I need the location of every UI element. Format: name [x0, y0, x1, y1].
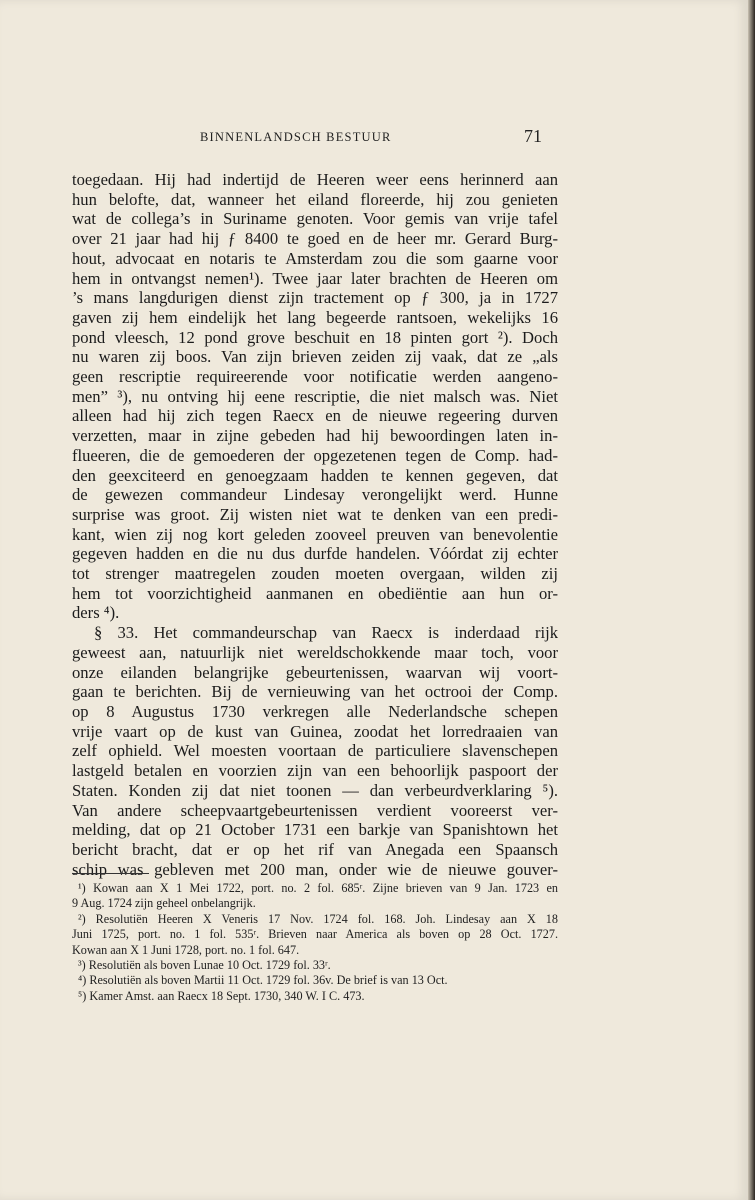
text-line: hout, advocaat en notaris te Amsterdam zou die som gaarne voor — [72, 248, 558, 268]
text-line: flueeren, die de gemoederen der opgezetenen tegen de Comp. had- — [72, 445, 558, 465]
text-line: nu waren zij boos. Van zijn brieven zeiden zij vaak, dat ze „als — [72, 347, 558, 367]
text-line: men” ³), nu ontving hij eene rescriptie, die niet malsch was. Niet — [72, 386, 558, 406]
footnote-line: ²) Resolutiën Heeren X Veneris 17 Nov. 1724 fol. 168. Joh. Lindesay aan X 18 — [78, 911, 558, 926]
text-line: gegeven hadden en die nu dus durfde handelen. Vóórdat zij echter — [72, 544, 558, 564]
text-line: tot strenger maatregelen zouden moeten overgaan, wilden zij — [72, 564, 558, 584]
text-line: kant, wien zij nog kort geleden zooveel preuven van benevolentie — [72, 524, 558, 544]
text-line: melding, dat op 21 October 1731 een barkje van Spanishtown het — [72, 820, 558, 840]
text-line: pond vleesch, 12 pond grove beschuit en 18 pinten gort ²). Doch — [72, 327, 558, 347]
text-line: gaan te berichten. Bij de vernieuwing van het octrooi der Comp. — [72, 682, 558, 702]
page-number: 71 — [524, 126, 542, 146]
text-line: geweest aan, natuurlijk niet wereldschokkende maar toch, voor — [72, 642, 558, 662]
text-line: Van andere scheepvaartgebeurtenissen verdient vooreerst ver- — [72, 800, 558, 820]
text-line: op 8 Augustus 1730 verkregen alle Nederlandsche schepen — [72, 701, 558, 721]
footnote-line: Kowan aan X 1 Juni 1728, port. no. 1 fol. 647. — [72, 942, 300, 957]
text-line: de gewezen commandeur Lindesay verongelijkt werd. Hunne — [72, 485, 558, 505]
footnote-line: ⁴) Resolutiën als boven Martii 11 Oct. 1729 fol. 36v. De brief is van 13 Oct. — [78, 973, 448, 988]
text-line: alleen had hij zich tegen Raecx en de nieuwe regeering durven — [72, 406, 558, 426]
text-line: lastgeld betalen en voorzien zijn van een behoorlijk paspoort der — [72, 761, 558, 781]
text-line: onze eilanden belangrijke gebeurtenissen, waarvan wij voort- — [72, 662, 558, 682]
text-line: zelf ophield. Wel moesten voortaan de particuliere slavenschepen — [72, 741, 558, 761]
page-edge-shadow — [748, 0, 755, 1200]
text-line: toegedaan. Hij had indertijd de Heeren weer eens herinnerd aan — [72, 170, 558, 189]
footnote-line: ¹) Kowan aan X 1 Mei 1722, port. no. 2 fol. 685ʳ. Zijne brieven van 9 Jan. 1723 en — [78, 881, 558, 895]
text-line: ders ⁴). — [72, 603, 120, 623]
text-line: ’s mans langdurigen dienst zijn tractement op ƒ 300, ja in 1727 — [72, 288, 558, 308]
text-line: vrije vaart op de kust van Guinea, zoodat het lorredraaien van — [72, 721, 558, 741]
text-line: hem in ontvangst nemen¹). Twee jaar later brachten de Heeren om — [72, 268, 558, 288]
text-line: hun belofte, dat, wanneer het eiland floreerde, hij zou genieten — [72, 189, 558, 209]
text-line: schip was gebleven met 200 man, onder wie de nieuwe gouver- — [72, 859, 558, 879]
footnotes — [72, 881, 558, 1004]
text-line: geen rescriptie requireerende voor notificatie werden aangeno- — [72, 367, 558, 387]
text-line: hem tot voorzichtigheid aanmanen en obediëntie aan hun or- — [72, 583, 558, 603]
running-title: BINNENLANDSCH BESTUUR — [200, 130, 392, 144]
footnote-divider — [72, 873, 149, 874]
text-line: surprise was groot. Zij wisten niet wat te denken van een predi- — [72, 504, 558, 524]
footnote-line: ³) Resolutiën als boven Lunae 10 Oct. 1729 fol. 33ʳ. — [78, 958, 331, 973]
text-line: den geexciteerd en genoegzaam hadden te kennen gegeven, dat — [72, 465, 558, 485]
section-start-line: § 33. Het commandeurschap van Raecx is inderdaad rijk — [94, 623, 558, 643]
text-line: verzetten, maar in zijne gebeden had hij bewoordingen laten in- — [72, 426, 558, 446]
footnote-line: ⁵) Kamer Amst. aan Raecx 18 Sept. 1730, 340 W. I C. 473. — [78, 988, 365, 1003]
body-text — [72, 170, 558, 879]
text-line: gaven zij hem eindelijk het lang begeerde rantsoen, wekelijks 16 — [72, 307, 558, 327]
text-line: Staten. Konden zij dat niet toonen — dan verbeurdverklaring ⁵). — [72, 780, 558, 800]
text-line: wat de collega’s in Suriname genoten. Voor gemis van vrije tafel — [72, 209, 558, 229]
text-line: over 21 jaar had hij ƒ 8400 te goed en de heer mr. Gerard Burg- — [72, 229, 558, 249]
text-line: bericht bracht, dat er op het rif van Anegada een Spaansch — [72, 839, 558, 859]
footnote-line: Juni 1725, port. no. 1 fol. 535ʳ. Brieven naar America als boven op 28 Oct. 1727. — [72, 927, 558, 942]
footnote-line: 9 Aug. 1724 zijn geheel onbelangrijk. — [72, 896, 256, 911]
